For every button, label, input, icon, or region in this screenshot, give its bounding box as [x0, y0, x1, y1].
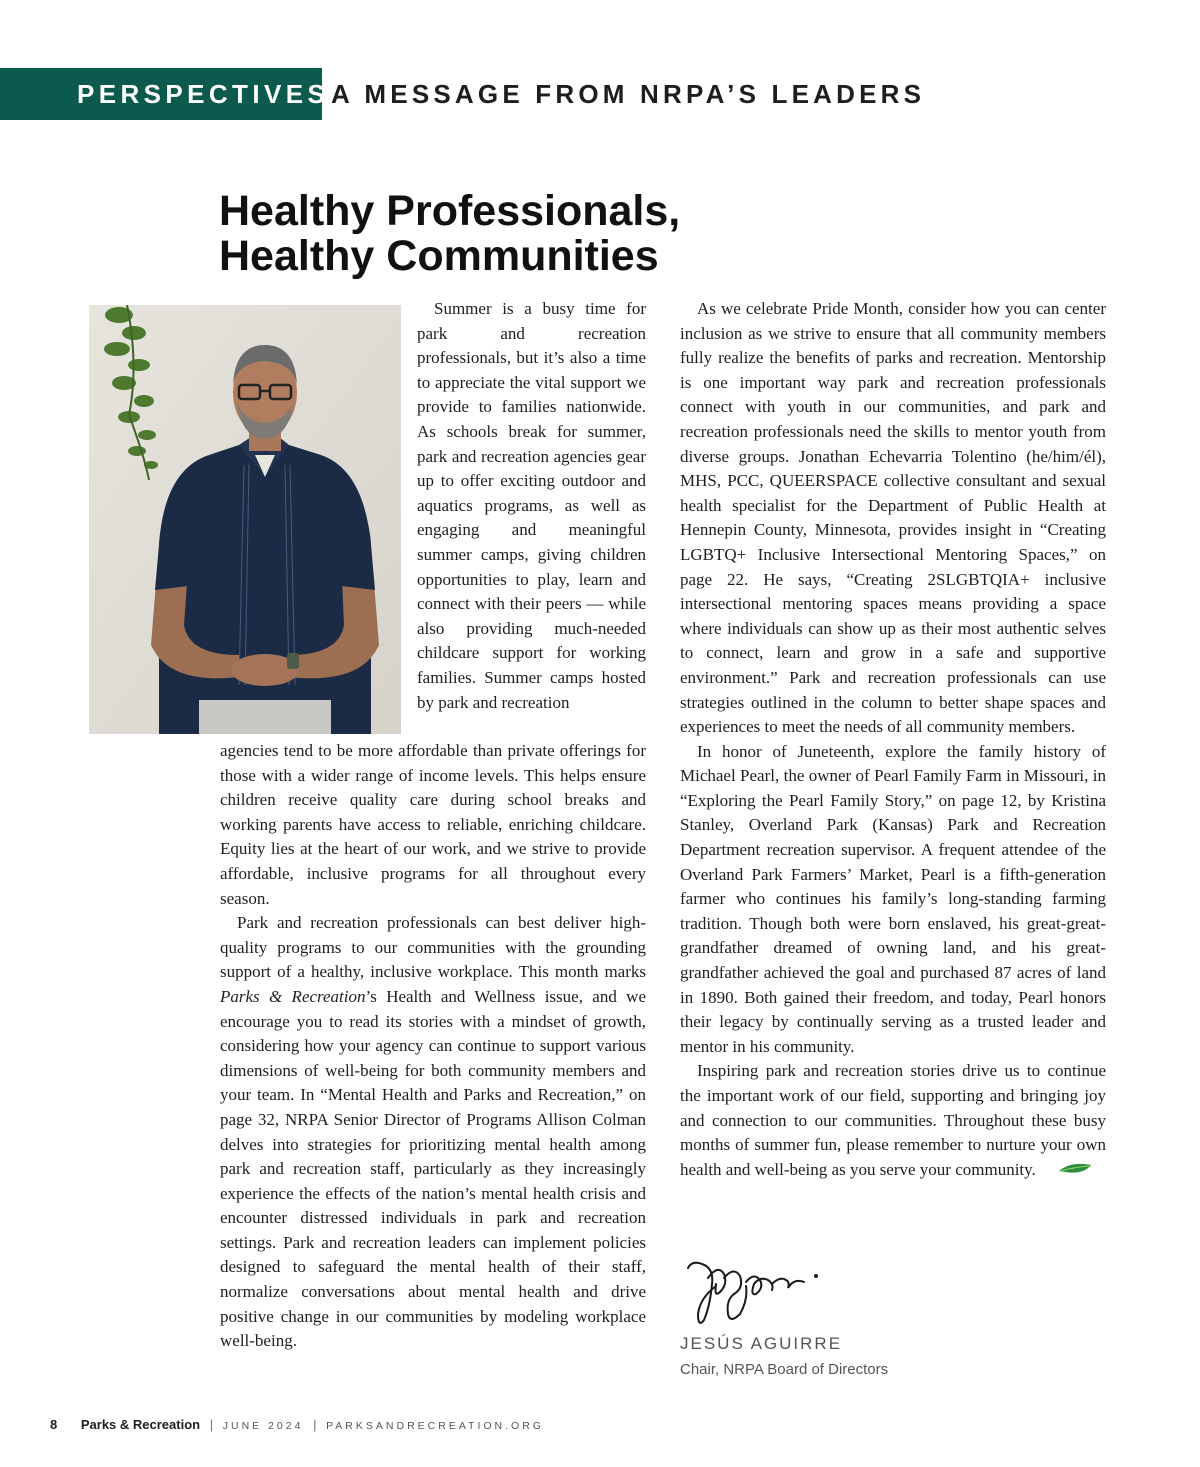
paragraph-5-text: Inspiring park and recreation stories drive us to continue the important work of our field, supporting and bringing joy and connection to our communities. Throughout these busy months of summer fun, please remember to nurture your own health and well-being as you serve your community. — [680, 1061, 1106, 1179]
column-left — [220, 739, 646, 1354]
column-left-wrap — [417, 297, 646, 715]
article-title — [219, 189, 680, 279]
paragraph-1-continued: agencies tend to be more affordable than private offerings for those with a wider range of income levels. This helps ensure children receive quality care during school breaks and working parents have access to reliable, enriching childcare. Equity lies at the heart of our work, and we strive to provide affordable, inclusive programs for all throughout every season. — [220, 741, 646, 908]
article-title-line1: Healthy Professionals, — [219, 187, 681, 235]
footer-separator: | — [313, 1417, 317, 1432]
author-title: Chair, NRPA Board of Directors — [680, 1361, 889, 1378]
paragraph-5 — [680, 1059, 1106, 1183]
paragraph-2-text-b: ’s Health and Wellness issue, and we encourage you to read its stories with a mindset of growth, considering how your agency can continue to support various dimensions of well-being for both community members and your team. In “Mental Health and Parks and Recreation,” on page 32, NRPA Senior Director of Programs Allison Colman delves into strategies for prioritizing mental health among park and recreation staff, particularly as they increasingly experience the effects of the nation’s mental health crisis and encounter distressed individuals in park and recreation settings. Park and recreation leaders can implement policies designed to safeguard the mental health of their staff, normalize conversations about mental health and drive positive change in our communities by modeling workplace well-being. — [220, 986, 646, 1351]
website-url: PARKSANDRECREATION.ORG — [326, 1420, 544, 1432]
paragraph-2 — [220, 911, 646, 1354]
issue-date: JUNE 2024 — [222, 1420, 304, 1432]
leaf-icon — [1040, 1159, 1093, 1184]
footer-separator: | — [209, 1417, 214, 1432]
section-label: PERSPECTIVES — [77, 79, 330, 109]
section-subtitle: A MESSAGE FROM NRPA’S LEADERS — [331, 79, 926, 109]
article-title-line2: Healthy Communities — [219, 232, 659, 280]
paragraph-2-text-a: Park and recreation professionals can best deliver high-quality programs to our communities with the grounding support of a healthy, inclusive workplace. This month marks — [220, 913, 646, 982]
author-name: JESÚS AGUIRRE — [680, 1334, 843, 1353]
magazine-name: Parks & Recreation — [80, 1417, 201, 1432]
page-number: 8 — [50, 1417, 58, 1432]
paragraph-1-start: Summer is a busy time for park and recreation professionals, but it’s also a time to appreciate the vital support we provide to families nationwide. As schools break for summer, park and recreation agencies gear up to offer exciting outdoor and aquatics programs, as well as engaging and meaningful summer camps, giving children opportunities to play, learn and connect with their peers — while also providing much-needed childcare support for working families. Summer camps hosted by park and recreation — [417, 299, 646, 712]
page-footer — [50, 1415, 544, 1436]
paragraph-3: As we celebrate Pride Month, consider how you can center inclusion as we strive to ensure that all community members fully realize the benefits of parks and recreation. Mentorship is one important way park and recreation professionals connect with youth in our communities, and park and recreation professionals need the skills to mentor youth from diverse groups. Jonathan Echevarria Tolentino (he/him/él), MHS, PCC, QUEERSPACE collective consultant and sexual health specialist for the Department of Public Health at Hennepin County, Minnesota, provides insight in “Creating LGBTQ+ Inclusive Intersectional Mentoring Spaces,” on page 22. He says, “Creating 2SLGBTQIA+ inclusive intersectional mentoring spaces means providing a space where individuals can show up as their most authentic selves to connect, learn and grow in a safe and supportive environment.” Park and recreation professionals can use strategies outlined in the column to better shape spaces and experiences to meet the needs of all community members. — [680, 299, 1106, 737]
column-right — [680, 297, 1106, 1183]
author-portrait — [89, 305, 401, 734]
paragraph-4: In honor of Juneteenth, explore the family history of Michael Pearl, the owner of Pearl Family Farm in Missouri, in “Exploring the Pearl Family Story,” on page 12, by Kristina Stanley, Overland Park (Kansas) Park and Recreation Department recreation supervisor. A frequent attendee of the Overland Park Farmers’ Market, Pearl is a fifth-generation farmer who continues his family’s long-standing farming tradition. Though both were born enslaved, his great-great-grandfather dreamed of owning land, and his great-grandfather achieved the goal and purchased 87 acres of land in 1890. Both gained their freedom, and today, Pearl honors their legacy by continually serving as a trusted leader and mentor in his community. — [680, 741, 1106, 1056]
signature — [686, 1254, 821, 1326]
magazine-title-italic: Parks & Recreation — [220, 986, 366, 1006]
